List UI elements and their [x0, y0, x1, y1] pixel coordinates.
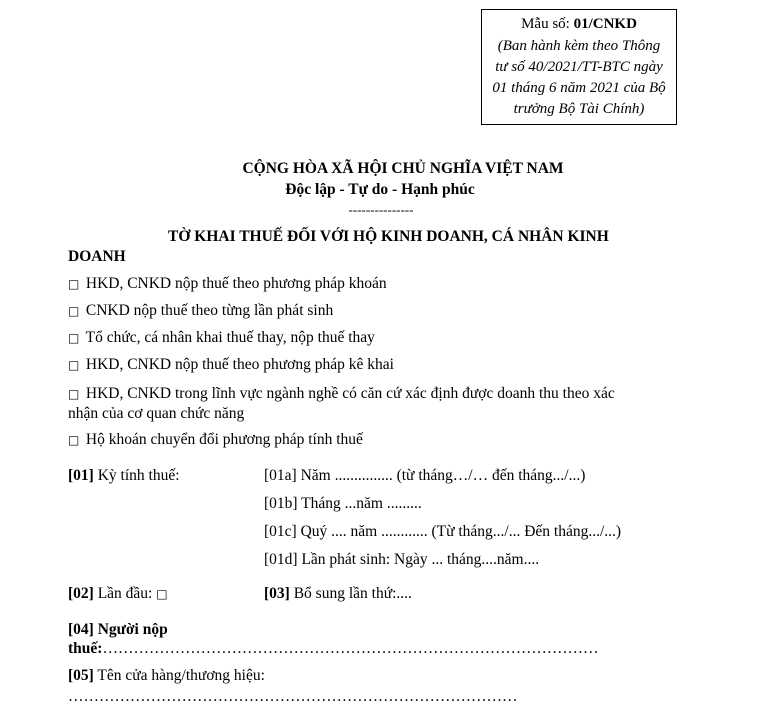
option-on-behalf [68, 329, 375, 347]
field-code: [01a] [264, 467, 297, 484]
field-01b[interactable] [264, 495, 422, 513]
field-code: [02] [68, 585, 94, 602]
checkbox-icon[interactable]: □ [68, 277, 80, 291]
field-code: [03] [264, 585, 290, 602]
option-per-occurrence [68, 302, 333, 320]
field-05-label [68, 667, 265, 685]
form-code-note [482, 36, 676, 120]
checkbox-icon[interactable]: □ [68, 358, 80, 372]
field-01c[interactable] [264, 523, 621, 541]
document-title-line1: TỜ KHAI THUẾ ĐỐI VỚI HỘ KINH DOANH, CÁ NHÂN KINH [168, 228, 609, 245]
option-label: HKD, CNKD nộp thuế theo phương pháp kê khai [85, 356, 394, 373]
field-01d[interactable] [264, 551, 539, 569]
field-code: [05] [68, 667, 94, 684]
field-05-store-name[interactable]: …………………………………………………………………………… [68, 688, 518, 705]
form-code-value: 01/CNKD [573, 16, 637, 32]
field-code: [01b] [264, 495, 298, 512]
option-label: Tổ chức, cá nhân khai thuế thay, nộp thuế thay [85, 329, 375, 346]
note-line: tư số 40/2021/TT-BTC ngày [495, 59, 663, 75]
checkbox-icon[interactable]: □ [68, 387, 80, 401]
field-text: thuế: [68, 640, 103, 657]
note-line: 01 tháng 6 năm 2021 của Bộ [492, 80, 666, 96]
field-03-supplement[interactable] [264, 585, 412, 603]
field-text: Kỳ tính thuế: [93, 467, 180, 484]
field-code: [01d] [264, 551, 298, 568]
form-code-prefix: Mẫu số: [521, 16, 574, 32]
field-text: Lần phát sinh: Ngày ... tháng....năm.... [297, 551, 540, 568]
field-text: Quý .... năm ............ (Từ tháng.../... Đến tháng.../...) [296, 523, 622, 540]
field-code: [01] [68, 467, 94, 484]
motto: Độc lập - Tự do - Hạnh phúc [285, 181, 475, 198]
checkbox-icon[interactable]: □ [68, 304, 80, 318]
field-01a[interactable] [264, 467, 585, 485]
field-code: [01c] [264, 523, 297, 540]
checkbox-icon[interactable]: □ [68, 433, 80, 447]
form-code [482, 14, 676, 34]
fill-dots: …………………………………………………………………………………… [102, 640, 599, 657]
note-line: (Ban hành kèm theo Thông [497, 38, 661, 54]
field-text: Bổ sung lần thứ:.... [289, 585, 412, 602]
field-04-taxpayer[interactable] [68, 640, 598, 658]
option-conversion [68, 431, 363, 449]
checkbox-icon[interactable]: □ [156, 587, 168, 601]
option-revenue-confirmed [68, 385, 615, 403]
field-01-label [68, 467, 180, 485]
field-text: Tháng ...năm ......... [297, 495, 422, 512]
checkbox-icon[interactable]: □ [68, 331, 80, 345]
option-label: CNKD nộp thuế theo từng lần phát sinh [85, 302, 334, 319]
form-code-box [481, 9, 677, 125]
option-label: HKD, CNKD trong lĩnh vực ngành nghề có căn cứ xác định được doanh thu theo xác [85, 385, 615, 402]
document-title-line2: DOANH [68, 248, 126, 265]
option-label: HKD, CNKD nộp thuế theo phương pháp khoán [85, 275, 387, 292]
field-text: Lần đầu: [93, 585, 157, 602]
field-text: Năm ............... (từ tháng…/… đến tháng.../...) [296, 467, 586, 484]
option-declaration [68, 356, 394, 374]
field-text: Tên cửa hàng/thương hiệu: [93, 667, 265, 684]
nation-title: CỘNG HÒA XÃ HỘI CHỦ NGHĨA VIỆT NAM [242, 160, 564, 177]
motto-separator: --------------- [348, 202, 414, 217]
option-label: Hộ khoán chuyển đổi phương pháp tính thuế [85, 431, 363, 448]
field-02-first-time [68, 585, 170, 603]
option-revenue-confirmed-cont: nhận của cơ quan chức năng [68, 405, 245, 422]
note-line: trưởng Bộ Tài Chính) [513, 101, 645, 117]
option-lump-sum [68, 275, 387, 293]
field-04-label: [04] Người nộp [68, 621, 168, 638]
